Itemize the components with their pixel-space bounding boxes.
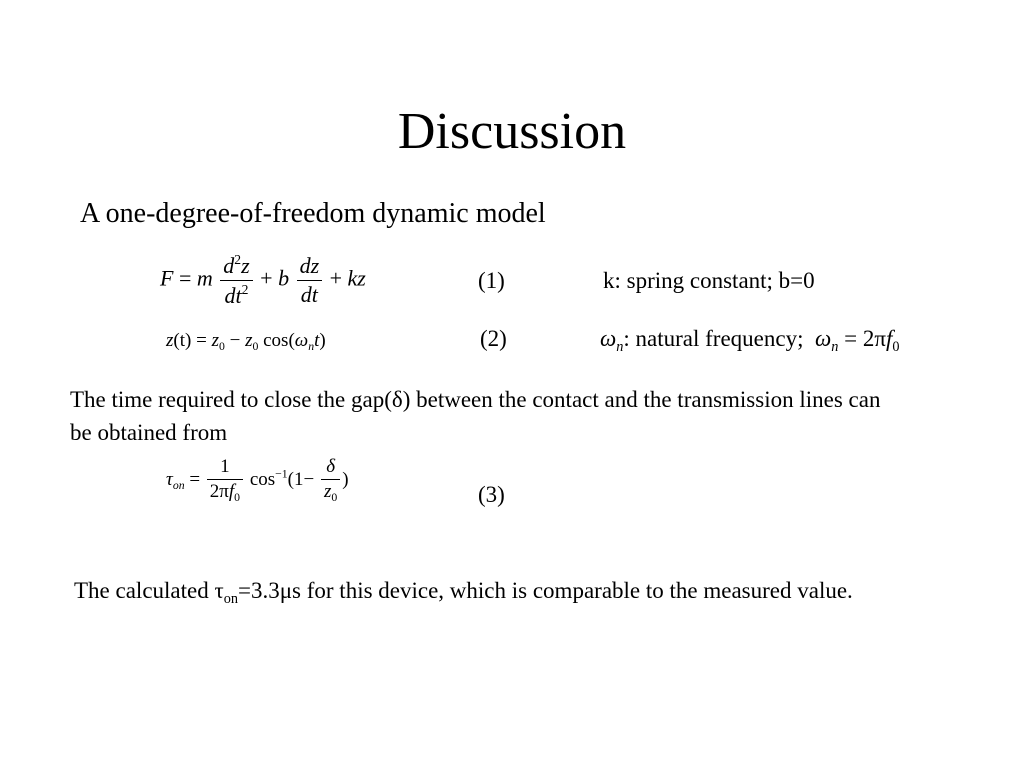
eq1-b: b (278, 265, 290, 291)
eq1-fraction-1 (220, 252, 252, 309)
eq3-fraction-1 (207, 456, 243, 505)
note-sub-n: n (616, 338, 624, 355)
note-rhs-sub-n: n (831, 338, 839, 355)
paragraph-1: The time required to close the gap(δ) between the contact and the transmission lines can be obtained from (70, 387, 881, 445)
eq1-kz: kz (347, 265, 366, 291)
note-rhs-f: f (885, 326, 893, 351)
note-rhs-sub-0: 0 (892, 338, 900, 355)
para2-after: =3.3μs for this device, which is comparable to the measured value. (237, 578, 853, 603)
eq2-omega: ω (294, 330, 309, 351)
equation-2-note (600, 326, 899, 356)
eq3-f2-den-z: z (323, 481, 332, 502)
equation-3-number: (3) (478, 482, 505, 507)
eq1-f1-num-sup: 2 (234, 252, 242, 267)
equation-2 (166, 330, 326, 354)
equation-3 (166, 456, 349, 505)
note-rhs-omega: ω (814, 326, 832, 351)
eq3-f1-den-two-pi: 2π (209, 481, 229, 502)
eq1-f2-num: dz (297, 253, 323, 281)
eq1-plus-1: + (260, 265, 273, 291)
equation-1-number: (1) (478, 268, 505, 293)
eq1-f1-den-sup: 2 (241, 281, 249, 297)
note-text: : natural frequency; (623, 326, 804, 351)
paragraph-2 (74, 574, 894, 616)
eq2-paren-t: (t) (173, 330, 192, 351)
eq1-f1-num-d: d (223, 252, 235, 278)
subtitle: A one-degree-of-freedom dynamic model (80, 198, 546, 229)
eq3-equals: = (189, 468, 201, 490)
eq2-t: t (314, 330, 320, 351)
para2-tau: τ (214, 578, 224, 603)
eq2-minus: − (229, 330, 241, 351)
eq1-equals: = (178, 265, 192, 291)
page-title: Discussion (397, 103, 627, 160)
eq3-cos-sup: −1 (275, 467, 288, 481)
eq1-lhs: F (160, 265, 174, 291)
eq2-z0b: z (245, 330, 253, 351)
equation-1 (160, 252, 366, 309)
eq1-f2-den: dt (300, 281, 318, 307)
eq1-fraction-2 (297, 253, 323, 308)
eq3-open: (1− (287, 468, 315, 490)
eq1-plus-2: + (329, 265, 343, 291)
eq1-m: m (196, 265, 213, 291)
equation-2-number: (2) (480, 326, 507, 351)
eq3-close: ) (342, 468, 349, 490)
eq2-z0a: z (211, 330, 219, 351)
eq2-cos: cos( (263, 330, 295, 351)
para2-sub-on: on (223, 590, 238, 607)
eq2-close: ) (319, 330, 326, 351)
eq3-tau: τ (166, 468, 173, 490)
eq2-equals: = (196, 330, 207, 351)
eq2-sub0a: 0 (218, 340, 225, 354)
eq3-f2-num: δ (321, 456, 340, 480)
eq2-sub-n: n (308, 340, 315, 354)
eq2-sub0b: 0 (252, 340, 259, 354)
eq3-f1-num: 1 (207, 456, 243, 480)
eq3-f1-den-sub: 0 (234, 491, 241, 505)
eq3-sub-on: on (172, 479, 185, 493)
eq1-f1-num-z: z (241, 252, 250, 278)
eq3-fraction-2 (321, 456, 340, 505)
note-omega: ω (600, 326, 617, 351)
eq1-f1-den-dt: dt (224, 282, 242, 308)
eq2-z: z (166, 330, 174, 351)
para2-before: The calculated (74, 578, 215, 603)
note-rhs-equals: = (844, 326, 858, 351)
eq3-cos: cos (249, 468, 276, 490)
note-rhs-two-pi: 2π (862, 326, 886, 351)
eq3-f1-den-f: f (228, 481, 235, 502)
eq3-f2-den-sub: 0 (331, 491, 338, 505)
equation-1-note: k: spring constant; b=0 (603, 268, 815, 293)
